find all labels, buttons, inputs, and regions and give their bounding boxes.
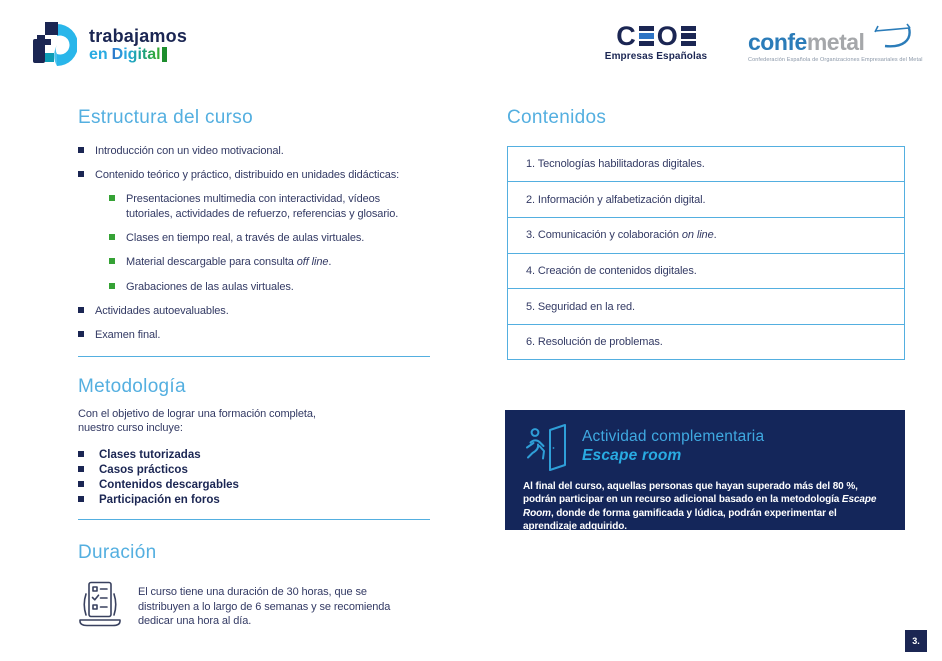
table-row: 6. Resolución de problemas. <box>508 324 904 360</box>
trabajamos-logo-icon <box>33 22 77 68</box>
ceoe-letter-c: C <box>616 21 636 51</box>
bullet-square-icon <box>78 147 84 153</box>
section-title-contenidos: Contenidos <box>507 107 607 128</box>
section-duracion <box>78 543 478 629</box>
table-row: 4. Creación de contenidos digitales. <box>508 253 904 289</box>
list-item: Contenidos descargables <box>78 479 450 491</box>
logo-word-trabajamos: trabajamos <box>89 25 188 46</box>
table-row: 5. Seguridad en la red. <box>508 288 904 324</box>
list-item: Actividades autoevaluables. <box>78 304 450 318</box>
contenidos-table <box>507 146 905 361</box>
metodologia-intro: Con el objetivo de lograr una formación completa, nuestro curso incluye: <box>78 407 316 435</box>
divider-line <box>78 356 430 357</box>
section-title-duracion: Duración <box>78 542 157 563</box>
section-estructura <box>78 108 450 353</box>
confemetal-word-confe: confe <box>748 29 807 55</box>
section-contenidos <box>507 108 905 360</box>
divider-line <box>78 519 430 520</box>
list-item: Clases en tiempo real, a través de aulas virtuales. <box>109 231 450 245</box>
bullet-square-icon <box>78 171 84 177</box>
confemetal-word-metal: metal <box>806 29 865 55</box>
trabajamos-logo-text <box>89 27 187 63</box>
table-row: 2. Información y alfabetización digital. <box>508 181 904 217</box>
list-item: Examen final. <box>78 328 450 342</box>
confemetal-tagline: Confederación Española de Organizaciones Empresariales del Metal <box>748 57 923 63</box>
trabajamos-en-digital-logo <box>33 22 187 68</box>
ceoe-letter-o: O <box>656 21 678 51</box>
estructura-list <box>78 144 450 343</box>
table-row: 3. Comunicación y colaboración on line. <box>508 217 904 253</box>
escape-subtitle: Escape room <box>582 447 682 464</box>
section-title-metodologia: Metodología <box>78 376 186 397</box>
escape-room-door-runner-icon <box>523 423 567 471</box>
bullet-square-icon <box>78 307 84 313</box>
page-number-badge: 3. <box>905 630 927 652</box>
section-title-estructura: Estructura del curso <box>78 107 253 128</box>
list-item: Contenido teórico y práctico, distribuido en unidades didácticas: <box>78 168 450 182</box>
list-item: Presentaciones multimedia con interactividad, vídeos tutoriales, actividades de refuerzo, referencias y glosario. <box>109 192 426 221</box>
ceoe-letter-e-bars <box>681 26 696 46</box>
duracion-text: El curso tiene una duración de 30 horas, que se distribuyen a lo largo de 6 semanas y se recomienda dedicar una hora al día. <box>138 585 391 628</box>
laptop-checklist-icon <box>78 581 122 629</box>
list-item: Material descargable para consulta off line. <box>109 255 450 269</box>
bullet-square-icon <box>78 481 84 487</box>
bullet-square-icon <box>78 466 84 472</box>
confemetal-wordmark <box>748 31 923 54</box>
confemetal-logo <box>748 31 923 63</box>
list-item: Grabaciones de las aulas virtuales. <box>109 280 450 294</box>
section-metodologia <box>78 377 450 509</box>
logo-word-en: en <box>89 45 108 63</box>
logo-cursor-block <box>162 47 167 62</box>
ceoe-letter-e-bars <box>639 26 654 46</box>
logo-word-digital: Digital <box>111 45 161 63</box>
bullet-square-icon <box>78 496 84 502</box>
ceoe-logo <box>601 21 711 62</box>
list-item: Introducción con un video motivacional. <box>78 144 450 158</box>
bullet-square-icon <box>78 331 84 337</box>
ceoe-tagline: Empresas Españolas <box>604 51 708 62</box>
bullet-square-icon <box>109 234 115 240</box>
ceoe-wordmark <box>601 21 711 51</box>
escape-title: Actividad complementaria <box>582 428 765 446</box>
bullet-square-icon <box>109 283 115 289</box>
escape-room-panel <box>505 410 905 530</box>
list-item: Casos prácticos <box>78 464 450 476</box>
list-item: Clases tutorizadas <box>78 449 450 461</box>
bullet-square-icon <box>109 258 115 264</box>
list-item: Participación en foros <box>78 494 450 506</box>
confemetal-crane-icon <box>871 22 913 62</box>
table-row: 1. Tecnologías habilitadoras digitales. <box>526 158 705 171</box>
bullet-square-icon <box>78 451 84 457</box>
metodologia-list <box>78 449 450 506</box>
escape-body-text: Al final del curso, aquellas personas que hayan superado más del 80 %, podrán participar en un recurso adicional basado en la metodología Escape Room, donde de forma gamificada y lúdica, podrán experimentar el aprendizaje adquirido. <box>523 481 877 532</box>
bullet-square-icon <box>109 195 115 201</box>
